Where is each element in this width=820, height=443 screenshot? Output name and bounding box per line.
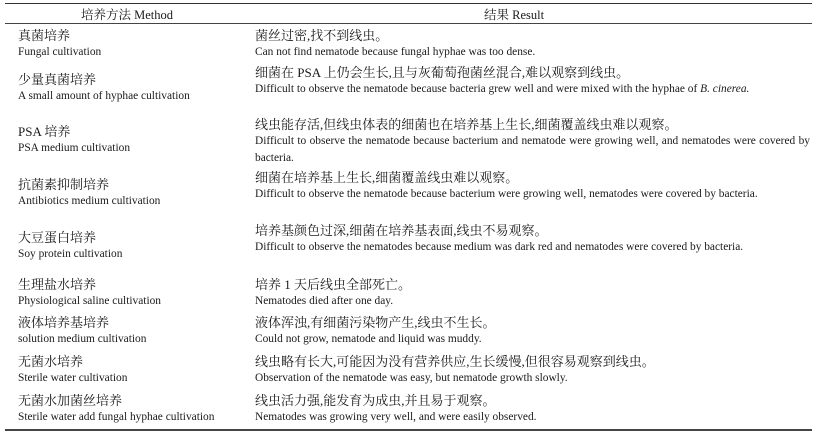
- method-en: solution medium cultivation: [18, 333, 147, 345]
- method-en: Sterile water cultivation: [18, 372, 128, 384]
- method-zh: 液体培养基培养: [18, 315, 110, 330]
- result-en-text: Difficult to observe the nematode because bacterium and nematode were growing well, and nematodes were covered by bacteria.: [255, 135, 810, 164]
- method-en: A small amount of hyphae cultivation: [18, 90, 190, 102]
- method-zh: 少量真菌培养: [18, 72, 97, 87]
- result-en: [255, 133, 810, 167]
- method-cell: [5, 222, 255, 273]
- result-en: [255, 331, 810, 348]
- table-header-row: [5, 4, 812, 23]
- table-row: [5, 311, 812, 350]
- result-zh: 培养基颜色过深,细菌在培养基表面,线虫不易观察。: [255, 223, 548, 238]
- result-en: [255, 44, 810, 61]
- table-row: [5, 114, 812, 167]
- result-cell: [255, 64, 812, 114]
- result-zh: 线虫活力强,能发育为成虫,并且易于观察。: [255, 393, 496, 408]
- method-en: Physiological saline cultivation: [18, 295, 161, 307]
- result-en-text: Difficult to observe the nematode because bacteria grew well and were mixed with the hyphae of: [255, 83, 698, 95]
- result-cell: [255, 392, 812, 429]
- result-en: [255, 186, 810, 203]
- table-bottom-rule: [5, 429, 812, 431]
- header-result: 结果 Result: [484, 7, 545, 22]
- method-en: Soy protein cultivation: [18, 248, 123, 260]
- result-zh: 液体浑浊,有细菌污染物产生,线虫不生长。: [255, 315, 496, 330]
- result-zh: 培养 1 天后线虫全部死亡。: [255, 277, 412, 292]
- table-row: [5, 350, 812, 389]
- result-en: [255, 239, 810, 256]
- result-cell: [255, 222, 812, 273]
- method-zh: 大豆蛋白培养: [18, 230, 97, 245]
- result-cell: [255, 116, 812, 167]
- result-zh: 细菌在 PSA 上仍会生长,且与灰葡萄孢菌丝混合,难以观察到线虫。: [255, 65, 630, 80]
- table-body: [5, 24, 812, 429]
- result-en-text: Can not find nematode because fungal hyphae was too dense.: [255, 46, 536, 58]
- method-cell: [5, 27, 255, 62]
- results-table: [5, 3, 812, 431]
- result-cell: [255, 169, 812, 220]
- result-en-text: Difficult to observe the nematode because bacterium were growing well, nematodes were covered by bacteria.: [255, 188, 758, 200]
- table-row: [5, 167, 812, 220]
- table-row: [5, 62, 812, 114]
- method-cell: [5, 392, 255, 429]
- method-zh: 无菌水加菌丝培养: [18, 393, 123, 408]
- result-en: [255, 409, 810, 426]
- result-en-text: Could not grow, nematode and liquid was muddy.: [255, 333, 482, 345]
- result-en-species: B. cinerea.: [700, 83, 750, 95]
- result-en: [255, 81, 810, 98]
- result-en-text: Difficult to observe the nematodes because medium was dark red and nematodes were covered by bacteria.: [255, 241, 744, 253]
- table-row: [5, 389, 812, 429]
- table-row: [5, 220, 812, 273]
- result-en-text: Nematodes died after one day.: [255, 295, 394, 307]
- result-cell: [255, 276, 812, 311]
- result-en-text: Observation of the nematode was easy, but nematode growth slowly.: [255, 372, 568, 384]
- result-en: [255, 293, 810, 310]
- method-cell: [5, 314, 255, 350]
- header-method: 培养方法 Method: [81, 7, 174, 22]
- method-cell: [5, 116, 255, 167]
- result-cell: [255, 314, 812, 350]
- method-zh: 生理盐水培养: [18, 277, 97, 292]
- method-zh: PSA 培养: [18, 124, 71, 139]
- method-cell: [5, 169, 255, 220]
- result-zh: 细菌在培养基上生长,细菌覆盖线虫难以观察。: [255, 170, 519, 185]
- method-en: Antibiotics medium cultivation: [18, 195, 161, 207]
- result-zh: 线虫能存活,但线虫体表的细菌也在培养基上生长,细菌覆盖线虫难以观察。: [255, 117, 678, 132]
- method-en: Sterile water add fungal hyphae cultivation: [18, 411, 215, 423]
- result-zh: 菌丝过密,找不到线虫。: [255, 28, 389, 43]
- method-zh: 无菌水培养: [18, 354, 84, 369]
- result-cell: [255, 353, 812, 389]
- method-zh: 抗菌素抑制培养: [18, 177, 110, 192]
- method-cell: [5, 353, 255, 389]
- method-en: PSA medium cultivation: [18, 142, 131, 154]
- method-cell: [5, 64, 255, 114]
- result-zh: 线虫略有长大,可能因为没有营养供应,生长缓慢,但很容易观察到线虫。: [255, 354, 655, 369]
- result-cell: [255, 27, 812, 62]
- method-cell: [5, 276, 255, 311]
- result-en-text: Nematodes was growing very well, and were easily observed.: [255, 411, 537, 423]
- result-en: [255, 370, 810, 387]
- table-row: [5, 24, 812, 62]
- table-row: [5, 273, 812, 311]
- method-en: Fungal cultivation: [18, 46, 102, 58]
- method-zh: 真菌培养: [18, 28, 71, 43]
